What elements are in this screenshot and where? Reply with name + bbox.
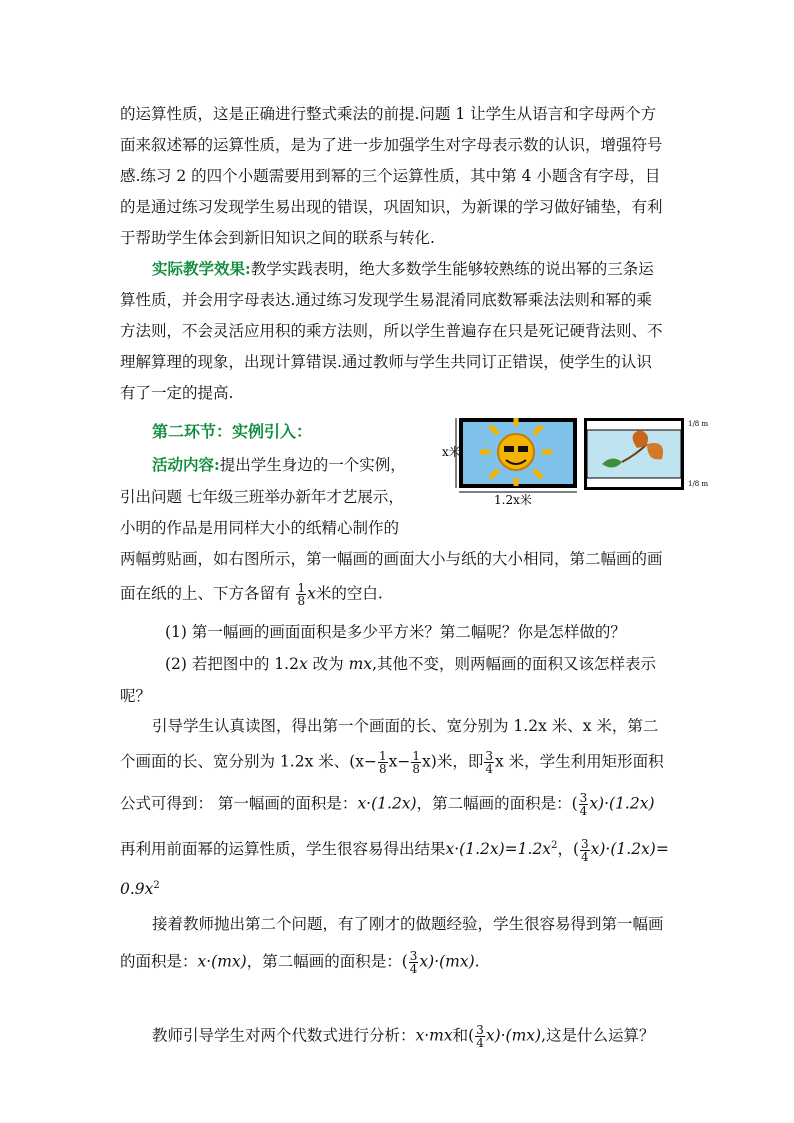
guide-line1: 引导学生认真读图，得出第一个画面的长、宽分别为 1.2x 米、x 米，第二 (152, 717, 659, 735)
para1-line5: 于帮助学生体会到新旧知识之间的联系与转化. (120, 229, 435, 247)
section-title: 第二环节：实例引入： (152, 422, 313, 441)
q2-part-a: (2) 若把图中的 1.2 (165, 655, 299, 673)
para2-line4: 理解算理的现象，出现计算错误.通过教师与学生共同订正错误，使学生的认识 (120, 353, 652, 371)
para2-text: 教学实践表明，绝大多数学生能够较熟练的说出幂的三条运 (250, 260, 654, 278)
figure-svg (442, 414, 712, 506)
activity-text-5a: 面在纸的上、下方各留有 (120, 584, 291, 603)
fraction-one-eighth: $\frac{1}{8}$ (297, 581, 306, 608)
para1-line3: 感.练习 2 的四个小题需要用到幂的三个运算性质，其中第 4 小题含有字母，目 (120, 167, 661, 185)
activity-line5: 面在纸的上、下方各留有 $\frac{1}{8}$ x米的空白. (120, 581, 383, 608)
q2-part-c: ,其他不变，则两幅画的面积又该怎样表示 (372, 655, 656, 673)
figure-bottom-label: 1.2x米 (494, 493, 532, 506)
activity-line2: 引出问题 七年级三班举办新年才艺展示， (120, 488, 404, 506)
para1-line2: 面来叙述幂的运算性质，是为了进一步加强学生对字母表示数的认识，增强符号 (120, 136, 663, 154)
para2-line3: 方法则，不会灵活应用积的乘方法则，所以学生普遍存在只是死记硬背法则、不 (120, 322, 663, 340)
activity-line4: 两幅剪贴画，如右图所示，第一幅画的画面大小与纸的大小相同，第二幅画的画 (120, 550, 663, 568)
activity-label: 活动内容: (152, 455, 220, 474)
para2-line5: 有了一定的提高. (120, 384, 234, 402)
activity-line3: 小明的作品是用同样大小的纸精心制作的 (120, 519, 400, 537)
question-1: (1) 第一幅画的画面面积是多少平方米？第二幅呢？你是怎样做的？ (165, 623, 626, 641)
figure-margin-bottom: 1/8 m (688, 480, 709, 488)
para2-line2: 算性质，并会用字母表达.通过练习发现学生易混淆同底数幂乘法法则和幂的乘 (120, 291, 652, 309)
guide-line3: 公式可得到： 第一幅画的面积是：x·(1.2x)，第二幅画的面积是：( $\frac{3}{4}$ x)·(1.2x) (120, 791, 655, 818)
q2-part-b: 改为 (312, 655, 344, 673)
next-line3: 教师引导学生对两个代数式进行分析：x·mx和( $\frac{3}{4}$ x)·(mx),这是什么运算？ (152, 1023, 655, 1050)
question-2-end: 呢？ (120, 687, 152, 705)
activity-text: 提出学生身边的一个实例， (219, 456, 406, 474)
guide-line2: 个画面的长、宽分别为 1.2x 米、(x− $\frac{1}{8}$ x− $\frac{1}{8}$ x)米，即 $\frac{3}{4}$ x 米，学生利用矩形面积 (120, 749, 664, 776)
next-line1: 接着教师抛出第二个问题，有了刚才的做题经验，学生很容易得到第一幅画 (152, 915, 664, 933)
activity-line1 (152, 455, 406, 475)
next-line2: 的面积是：x·(mx)，第二幅画的面积是：( $\frac{3}{4}$ x)·(mx). (120, 949, 480, 976)
para2-line1 (152, 259, 654, 279)
effect-label: 实际教学效果: (152, 259, 251, 278)
guide-line4: 再利用前面幂的运算性质，学生很容易得出结果$x\cdot(1.2x)=1.2x^2$，( $\frac{3}{4}$ x)·(1.2x)= (120, 836, 669, 864)
figure-margin-top: 1/8 m (688, 420, 709, 428)
guide-line5: $0.9x^2$ (120, 880, 160, 899)
clipart-figure (442, 414, 712, 504)
para1-line1: 的运算性质，这是正确进行整式乘法的前提.问题 1 让学生从语言和字母两个方 (120, 105, 657, 123)
figure-side-label: x米 (442, 445, 461, 459)
para1-line4: 的是通过练习发现学生易出现的错误，巩固知识，为新课的学习做好铺垫，有利 (120, 198, 663, 216)
question-2: (2) 若把图中的 1.2x 改为 mx,其他不变，则两幅画的面积又该怎样表示 (165, 655, 656, 673)
activity-text-5b: 米的空白. (315, 584, 383, 603)
